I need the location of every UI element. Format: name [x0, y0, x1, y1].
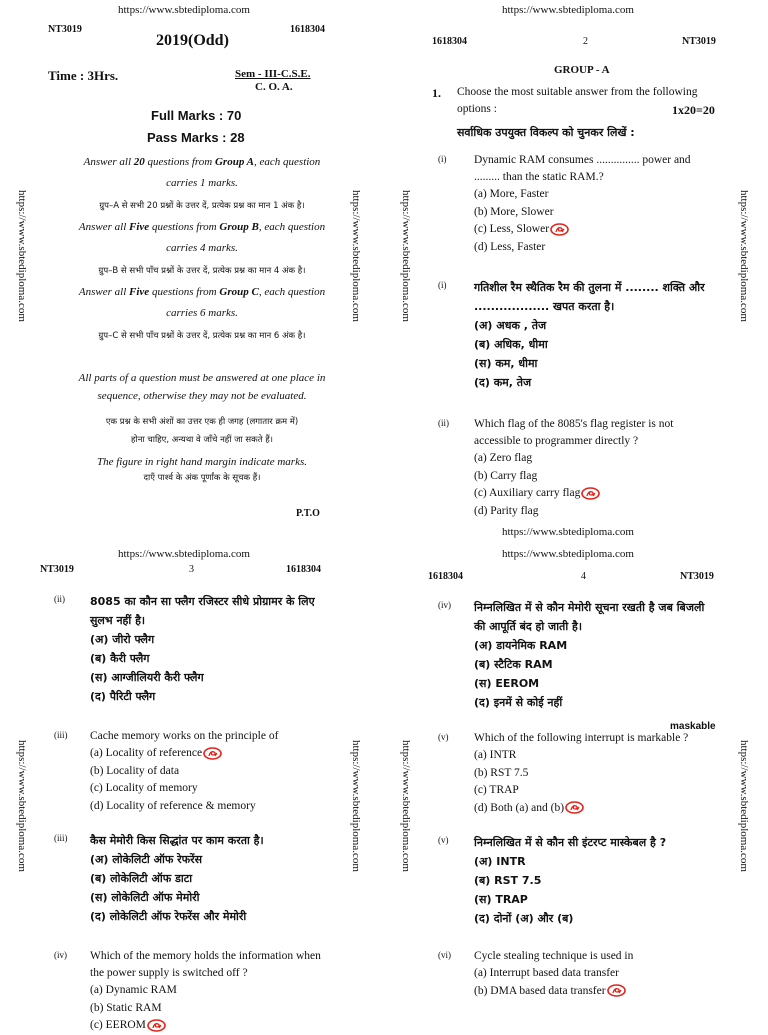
instruction-en: Answer all Five questions from Group C, each question carries 6 marks. — [78, 286, 326, 319]
answer-option: (a) More, Faster — [474, 188, 549, 200]
page-number: 4 — [581, 571, 586, 582]
question-number: (iv) — [54, 950, 67, 960]
answer-option: (c) EEROM — [90, 1017, 166, 1035]
answer-option: (b) RST 7.5 — [474, 766, 529, 779]
side-url-right: https://www.sbtediploma.com — [350, 190, 362, 322]
question-number: 1. — [432, 86, 441, 100]
answer-option: (b) Carry flag — [474, 469, 538, 482]
answer-option: (a) Interrupt based data transfer — [474, 967, 619, 979]
answer-option: (स) आग्जीलियरी कैरी फ्लैग — [90, 671, 204, 684]
answer-option: (द) लोकेलिटी ऑफ रेफरेंस और मेमोरी — [90, 910, 247, 923]
answer-option: (a) INTR — [474, 749, 517, 761]
instruction-hindi: ग्रुप–B से सभी पाँच प्रश्नों के उत्तर दें, प्रत्येक प्रश्न का मान 4 अंक है। — [98, 266, 306, 276]
answer-option: (ब) लोकेलिटी ऑफ डाटा — [90, 872, 193, 885]
paper-code: NT3019 — [40, 564, 74, 575]
question-stem-hindi: सर्वाधिक उपयुक्त विकल्प को चुनकर लिखें : — [457, 126, 635, 139]
question-number: (ii) — [438, 418, 449, 428]
question-stem: Choose the most suitable answer from the following options : — [457, 86, 698, 115]
answer-option: (ब) कैरी फ्लैग — [90, 652, 150, 665]
answer-option: (b) Locality of data — [90, 764, 180, 777]
question-number: (vi) — [438, 950, 451, 960]
paper-number: 1618304 — [428, 571, 463, 582]
instructions — [52, 152, 352, 347]
site-url[interactable]: https://www.sbtediploma.com — [502, 4, 634, 16]
question-number: (i) — [438, 280, 447, 290]
parts-instruction-hi: एक प्रश्न के सभी अंशों का उत्तर एक ही जगह (लगातार क्रम में) होना चाहिए, अन्यथा वे जाँचे नहीं जा सकते हैं। — [105, 417, 299, 445]
paper-number: 1618304 — [286, 564, 321, 575]
question-text: Cycle stealing technique is used in — [474, 950, 634, 962]
question-text: कैस मेमोरी किस सिद्धांत पर काम करता है। — [90, 834, 264, 847]
answer-option: (स) कम, धीमा — [474, 357, 538, 370]
answer-option: (ब) स्टैटिक RAM — [474, 658, 553, 671]
group-heading: GROUP - A — [554, 64, 610, 76]
side-url-right: https://www.sbtediploma.com — [738, 740, 750, 872]
side-url-right: https://www.sbtediploma.com — [350, 740, 362, 872]
side-url-left: https://www.sbtediploma.com — [400, 190, 412, 322]
instruction-hindi: ग्रुप–A से सभी 20 प्रश्नों के उत्तर दें, प्रत्येक प्रश्न का मान 1 अंक है। — [99, 201, 305, 211]
question-text: Which of the memory holds the information when the power supply is switched off ? — [90, 950, 321, 979]
parts-instruction-en: All parts of a question must be answered at one place in sequence, otherwise they may not be evaluated. — [78, 372, 326, 402]
answer-option: (c) Less, Slower — [474, 221, 569, 239]
site-url-bottom[interactable]: https://www.sbtediploma.com — [502, 526, 634, 538]
paper-code: NT3019 — [680, 571, 714, 582]
answer-option: (अ) INTR — [474, 855, 526, 868]
paper-number: 1618304 — [290, 24, 325, 35]
page-number: 3 — [189, 564, 194, 575]
question-text: Dynamic RAM consumes ............... power and ......... than the static RAM.? — [474, 154, 691, 183]
answer-option: (स) TRAP — [474, 893, 528, 906]
side-url-left: https://www.sbtediploma.com — [16, 190, 28, 322]
handwritten-note: maskable — [670, 721, 716, 732]
paper-code: NT3019 — [682, 36, 716, 47]
answer-option: (b) DMA based data transfer — [474, 983, 626, 1001]
page-2 — [384, 0, 768, 538]
answer-option: (b) More, Slower — [474, 205, 554, 218]
answer-mark-icon — [550, 223, 569, 236]
question-number: (iv) — [438, 600, 451, 610]
pass-marks: Pass Marks : 28 — [147, 130, 245, 145]
answer-option: (द) दोनों (अ) और (ब) — [474, 912, 574, 925]
instruction-en: Answer all Five questions from Group B, each question carries 4 marks. — [78, 221, 326, 254]
side-url-left: https://www.sbtediploma.com — [16, 740, 28, 872]
answer-option: (d) Less, Faster — [474, 240, 546, 253]
question-text: Which flag of the 8085's flag register is not accessible to programmer directly ? — [474, 418, 674, 447]
answer-option: (d) Parity flag — [474, 504, 539, 517]
answer-mark-icon — [203, 747, 222, 760]
paper-code: NT3019 — [48, 24, 82, 35]
answer-mark-icon — [581, 487, 600, 500]
answer-option: (a) Dynamic RAM — [90, 984, 177, 996]
answer-option: (अ) लोकेलिटी ऑफ रेफरेंस — [90, 853, 203, 866]
question-number: (i) — [438, 154, 447, 164]
answer-option: (d) Both (a) and (b) — [474, 800, 584, 818]
semester: Sem - III-C.S.E. — [235, 68, 311, 80]
full-marks: Full Marks : 70 — [151, 108, 242, 123]
page-1 — [0, 0, 384, 519]
site-url[interactable]: https://www.sbtediploma.com — [118, 4, 250, 16]
answer-option: (a) Zero flag — [474, 452, 533, 464]
side-url-left: https://www.sbtediploma.com — [400, 740, 412, 872]
pto: P.T.O — [296, 508, 320, 519]
figure-note-en: The figure in right hand margin indicate marks. — [96, 456, 307, 468]
question-text: गतिशील रैम स्थैतिक रैम की तुलना में ........ शक्ति और .................. खपत करता है। — [474, 281, 705, 313]
answer-option: (अ) डायनेमिक RAM — [474, 639, 568, 652]
answer-mark-icon — [565, 801, 584, 814]
answer-option: (d) Locality of reference & memory — [90, 799, 256, 812]
side-url-right: https://www.sbtediploma.com — [738, 190, 750, 322]
exam-year: 2019(Odd) — [156, 32, 229, 49]
question-marks: 1x20=20 — [672, 103, 715, 117]
answer-option: (द) इनमें से कोई नहीं — [474, 696, 563, 709]
answer-option: (ब) RST 7.5 — [474, 874, 542, 887]
instruction-en: Answer all 20 questions from Group A, each question carries 1 marks. — [83, 156, 321, 189]
page-number: 2 — [583, 36, 588, 47]
question-text: निम्नलिखित में से कौन सी इंटरप्ट मास्केबल है ? — [474, 836, 667, 849]
page-4 — [384, 512, 768, 1024]
question-number: (iii) — [54, 833, 68, 843]
site-url[interactable]: https://www.sbtediploma.com — [502, 548, 634, 560]
answer-option: (b) Static RAM — [90, 1001, 162, 1014]
instruction-hindi: ग्रुप–C से सभी पाँच प्रश्नों के उत्तर दें, प्रत्येक प्रश्न का मान 6 अंक है। — [98, 331, 306, 341]
answer-option: (a) Locality of reference — [90, 745, 222, 763]
answer-option: (अ) अधक , तेज — [474, 319, 547, 332]
question-text: 8085 का कौन सा फ्लैग रजिस्टर सीधे प्रोग्रामर के लिए सुलभ नहीं है। — [90, 595, 315, 627]
answer-mark-icon — [147, 1019, 166, 1032]
question-number: (iii) — [54, 730, 68, 740]
answer-option: (अ) जीरो फ्लैग — [90, 633, 155, 646]
answer-option: (c) TRAP — [474, 784, 519, 796]
question-number: (ii) — [54, 594, 65, 604]
question-number: (v) — [438, 732, 449, 742]
answer-option: (स) EEROM — [474, 677, 540, 690]
paper-number: 1618304 — [432, 36, 467, 47]
answer-option: (c) Auxiliary carry flag — [474, 485, 600, 503]
answer-option: (ब) अधिक, धीमा — [474, 338, 548, 351]
answer-mark-icon — [607, 984, 626, 997]
page-3 — [0, 512, 384, 1031]
question-number: (v) — [438, 835, 449, 845]
exam-time: Time : 3Hrs. — [48, 68, 119, 83]
site-url[interactable]: https://www.sbtediploma.com — [118, 548, 250, 560]
answer-option: (द) पैरिटी फ्लैग — [90, 690, 156, 703]
answer-option: (स) लोकेलिटी ऑफ मेमोरी — [90, 891, 200, 904]
question-text: Cache memory works on the principle of — [90, 730, 279, 742]
question-text: Which of the following interrupt is markable ? — [474, 732, 689, 744]
answer-option: (c) Locality of memory — [90, 782, 198, 794]
answer-option: (द) कम, तेज — [474, 376, 532, 389]
question-text: निम्नलिखित में से कौन मेमोरी सूचना रखती है जब बिजली की आपूर्ति बंद हो जाती है। — [474, 601, 705, 633]
subject: C. O. A. — [255, 81, 293, 93]
figure-note-hi: दाएँ पार्श्व के अंक पूर्णांक के सूचक हैं। — [143, 473, 261, 483]
